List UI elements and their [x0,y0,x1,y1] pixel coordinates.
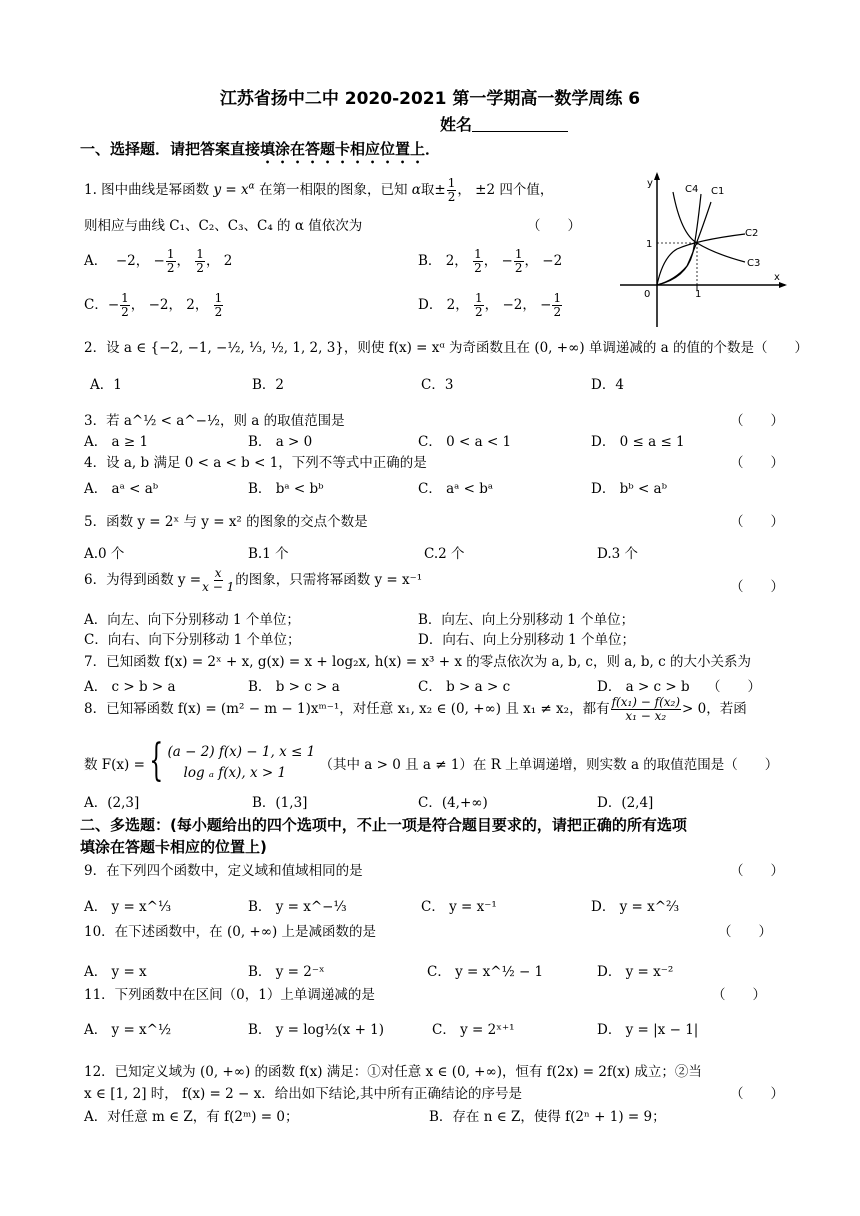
q1-option-b[interactable]: B． 2， $\frac{1}{2}$ ， − $\frac{1}{2}$ ， −2 [418,247,563,275]
curve-c4 [657,194,701,285]
q6-answer-paren[interactable]: （ ） [730,579,784,595]
q8-line2: 数 F(x) = { (a − 2) f(x) − 1, x ≤ 1 log ₐ f(x), x > 1 （其中 a > 0 且 a ≠ 1）在 R 上单调递增，则实数 a 的取值范围是（ ） [84,737,779,787]
q2-option-b[interactable]: B．2 [252,377,285,393]
y-axis-label: y [647,178,653,189]
q8-case1: (a − 2) f(x) − 1, x ≤ 1 [167,744,316,760]
q9-answer-paren[interactable]: （ ） [730,863,784,879]
q1-answer-paren[interactable]: （ ） [527,218,581,234]
curve-label-c1: C1 [711,186,725,197]
curve-c2 [657,234,745,285]
q8-option-c[interactable]: C．(4,+∞) [418,795,488,811]
q2-option-a[interactable]: A．1 [90,377,122,393]
section2-heading-line1: 二、多选题：(每小题给出的四个选项中，不止一项是符合题目要求的，请把正确的所有选项 [80,816,687,834]
curve-label-c4: C4 [685,184,699,195]
q9-text: 9．在下列四个函数中，定义域和值域相同的是 [84,863,363,879]
name-label: 姓名 [440,115,473,134]
q10-option-a[interactable]: A． y = x [84,964,147,980]
q6-option-c[interactable]: C．向右、向下分别移动 1 个单位； [84,632,301,648]
y-tick-label: 1 [646,239,653,250]
q3-option-c[interactable]: C． 0 < a < 1 [418,434,512,450]
curve-c1 [657,202,711,285]
q8-option-d[interactable]: D．(2,4] [597,795,654,811]
q12-answer-paren[interactable]: （ ） [730,1086,784,1102]
q11-option-b[interactable]: B． y = log½(x + 1) [248,1022,385,1038]
q4-answer-paren[interactable]: （ ） [730,455,784,471]
q2-text: 2．设 a ∈ {−2, −1, −½, ⅓, ½, 1, 2, 3}，则使 f(x) = xᵅ 为奇函数且在 (0, +∞) 单调递减的 a 的值的个数是（ ） [84,340,809,356]
q7-text: 7．已知函数 f(x) = 2ˣ + x, g(x) = x + log₂x, h(x) = x³ + x 的零点依次为 a, b, c，则 a, b, c 的大小关系为 [84,654,751,670]
section2-heading-line2: 填涂在答题卡相应的位置上) [80,838,267,856]
q9-option-c[interactable]: C． y = x⁻¹ [421,899,497,915]
q7-option-d[interactable]: D． a > c > b [597,679,690,695]
curve-label-c2: C2 [745,228,759,239]
power-function-graph [615,172,790,332]
q11-option-a[interactable]: A． y = x^½ [84,1022,172,1038]
q1-option-a[interactable]: A． −2， − $\frac{1}{2}$ ， $\frac{1}{2}$ ， 2 [84,247,233,275]
q3-answer-paren[interactable]: （ ） [730,413,784,429]
q3-option-a[interactable]: A． a ≥ 1 [84,434,149,450]
y-axis-arrow-icon [654,172,660,180]
name-field[interactable] [440,112,568,135]
section1-heading: 一、选择题．请把答案直接填涂在答题卡相应位置上． [80,140,441,158]
q11-option-d[interactable]: D． y = |x − 1| [597,1022,699,1038]
q4-option-c[interactable]: C． aᵃ < bᵃ [418,481,494,497]
q5-text: 5．函数 y = 2ˣ 与 y = x² 的图象的交点个数是 [84,514,368,530]
q11-text: 11．下列函数中在区间（0，1）上单调递减的是 [84,987,375,1003]
q9-option-a[interactable]: A． y = x^⅓ [84,899,172,915]
q4-option-b[interactable]: B． bᵃ < bᵇ [248,481,324,497]
q3-text: 3．若 a^½ < a^−½，则 a 的取值范围是 [84,413,345,429]
x-tick-label: 1 [695,289,702,300]
q10-text: 10．在下述函数中，在 (0, +∞) 上是减函数的是 [84,924,377,940]
q12-option-a[interactable]: A．对任意 m ∈ Z，有 f(2ᵐ) = 0； [84,1109,299,1125]
q11-answer-paren[interactable]: （ ） [712,987,766,1003]
q1-option-d[interactable]: D． 2， $\frac{1}{2}$ ， −2， − $\frac{1}{2}$ [418,291,562,319]
q5-option-c[interactable]: C.2 个 [424,546,465,562]
q10-answer-paren[interactable]: （ ） [718,924,772,940]
q4-text: 4．设 a, b 满足 0 < a < b < 1，下列不等式中正确的是 [84,455,427,471]
q7-answer-paren[interactable]: （ ） [707,679,761,695]
q12-line2: x ∈ [1, 2] 时， f(x) = 2 − x．给出如下结论,其中所有正确结论的序号是 [84,1086,522,1102]
q2-option-c[interactable]: C．3 [421,377,454,393]
page-title: 江苏省扬中二中 2020-2021 第一学期高一数学周练 6 [219,89,641,109]
q8-option-b[interactable]: B．(1,3] [252,795,308,811]
q9-option-d[interactable]: D． y = x^⅔ [591,899,680,915]
q1-line2: 则相应与曲线 C₁、C₂、C₃、C₄ 的 α 值依次为 [84,218,363,234]
x-axis-arrow-icon [779,282,787,288]
q8-line1: 8．已知幂函数 f(x) = (m² − m − 1)xᵐ⁻¹，对任意 x₁, x₂ ∈ (0, +∞) 且 x₁ ≠ x₂，都有 $\frac{\text{f(x₁) − f(x₂)}}{\text{x₁ − x₂}}$ > 0，若函 [84,695,747,723]
q6-text: 6．为得到函数 y = $\frac{x}{x - 1}$ 的图象，只需将幂函数 y = x⁻¹ [84,566,423,594]
q7-option-c[interactable]: C． b > a > c [418,679,511,695]
q7-option-b[interactable]: B． b > c > a [248,679,340,695]
q11-option-c[interactable]: C． y = 2ˣ⁺¹ [432,1022,515,1038]
q10-option-d[interactable]: D． y = x⁻² [597,964,674,980]
q8-option-a[interactable]: A．(2,3] [84,795,140,811]
q6-option-b[interactable]: B．向左、向上分别移动 1 个单位； [418,612,635,628]
q12-option-b[interactable]: B．存在 n ∈ Z，使得 f(2ⁿ + 1) = 9； [429,1109,666,1125]
x-axis-label: x [774,272,780,283]
q6-option-a[interactable]: A．向左、向下分别移动 1 个单位； [84,612,300,628]
q12-line1: 12．已知定义域为 (0, +∞) 的函数 f(x) 满足：①对任意 x ∈ (0, +∞)，恒有 f(2x) = 2f(x) 成立；②当 [84,1064,702,1080]
q9-option-b[interactable]: B． y = x^−⅓ [248,899,347,915]
q1-line1: 1. 图中曲线是幂函数 $y = x^\alpha$ 在第一相限的图象，已知 α取± $\frac{1}{2}$ ， ±2 四个值， [84,176,554,204]
q6-option-d[interactable]: D．向右、向上分别移动 1 个单位； [418,632,635,648]
q1-option-c[interactable]: C．− $\frac{1}{2}$ ， −2， 2， $\frac{1}{2}$ [84,291,223,319]
section1-emphasis: 填涂在答题卡相应位置上 [260,140,426,158]
q8-case2: log ₐ f(x), x > 1 [183,765,287,781]
origin-label: 0 [644,289,651,300]
q5-option-a[interactable]: A.0 个 [84,546,125,562]
q5-option-b[interactable]: B.1 个 [248,546,289,562]
q2-option-d[interactable]: D．4 [591,377,624,393]
q5-answer-paren[interactable]: （ ） [730,514,784,530]
q10-option-b[interactable]: B． y = 2⁻ˣ [248,964,325,980]
q4-option-d[interactable]: D． bᵇ < aᵇ [591,481,667,497]
q3-option-b[interactable]: B． a > 0 [248,434,313,450]
q7-option-a[interactable]: A． c > b > a [84,679,176,695]
curve-c3 [673,192,745,262]
name-blank[interactable] [472,117,568,132]
q4-option-a[interactable]: A． aᵃ < aᵇ [84,481,159,497]
q3-option-d[interactable]: D． 0 ≤ a ≤ 1 [591,434,685,450]
q5-option-d[interactable]: D.3 个 [597,546,639,562]
curve-label-c3: C3 [747,258,761,269]
q10-option-c[interactable]: C． y = x^½ − 1 [427,964,544,980]
